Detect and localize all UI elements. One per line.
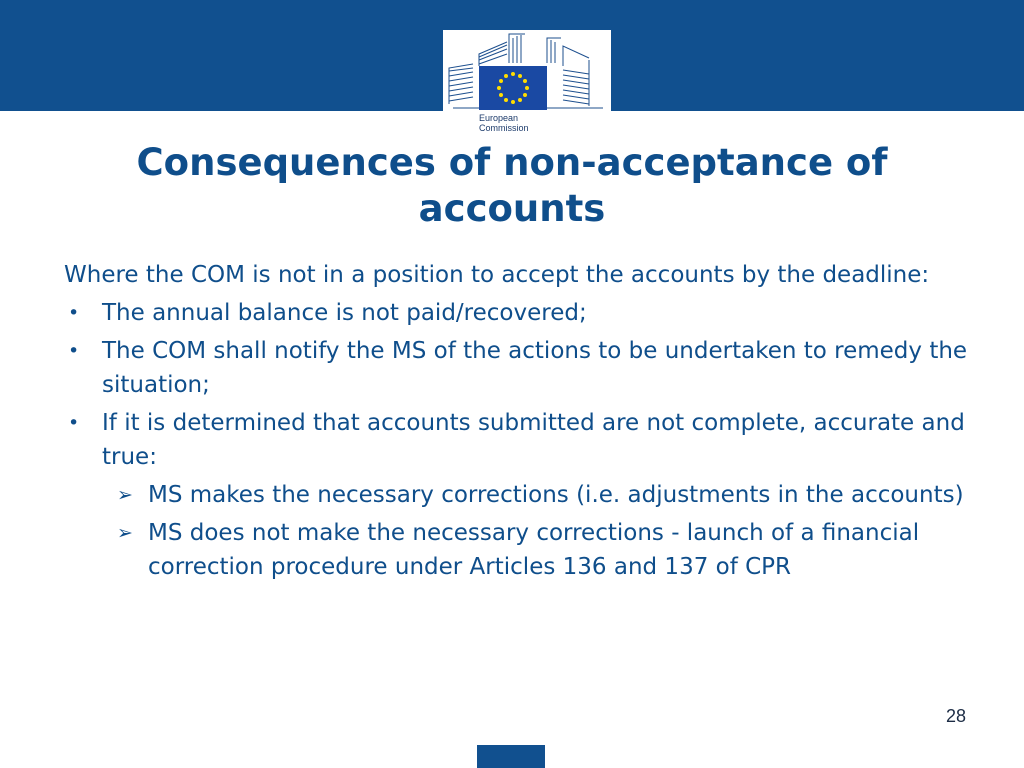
european-commission-logo bbox=[443, 30, 611, 141]
sub-bullet-item bbox=[64, 478, 984, 512]
bullet-item bbox=[64, 334, 984, 402]
arrow-bullet-icon: ➢ bbox=[117, 522, 133, 544]
logo-text bbox=[479, 113, 529, 133]
sub-bullet-text: MS does not make the necessary corrections - launch of a financial correction procedure under Articles 136 and 137 of CPR bbox=[148, 520, 920, 580]
logo-line-2: Commission bbox=[479, 123, 529, 133]
bullet-item bbox=[64, 296, 984, 330]
intro-text: Where the COM is not in a position to accept the accounts by the deadline: bbox=[64, 262, 930, 288]
bullet-text: The COM shall notify the MS of the actions to be undertaken to remedy the situation; bbox=[102, 338, 968, 398]
sub-bullet-text: MS makes the necessary corrections (i.e. adjustments in the accounts) bbox=[148, 482, 964, 508]
logo-line-1: European bbox=[479, 113, 519, 123]
sub-bullet-item bbox=[64, 516, 984, 584]
arrow-bullet-icon: ➢ bbox=[117, 484, 133, 506]
bullet-text: If it is determined that accounts submitted are not complete, accurate and true: bbox=[102, 410, 965, 470]
bullet-text: The annual balance is not paid/recovered; bbox=[102, 300, 587, 326]
bullet-dot-icon: • bbox=[68, 302, 80, 324]
bullet-dot-icon: • bbox=[68, 340, 80, 362]
page-number: 28 bbox=[945, 706, 967, 726]
slide-body bbox=[64, 258, 984, 588]
bullet-dot-icon: • bbox=[68, 412, 80, 434]
footer-flag bbox=[477, 745, 545, 768]
bullet-item bbox=[64, 406, 984, 474]
slide-title: Consequences of non-acceptance of accounts bbox=[136, 141, 888, 230]
